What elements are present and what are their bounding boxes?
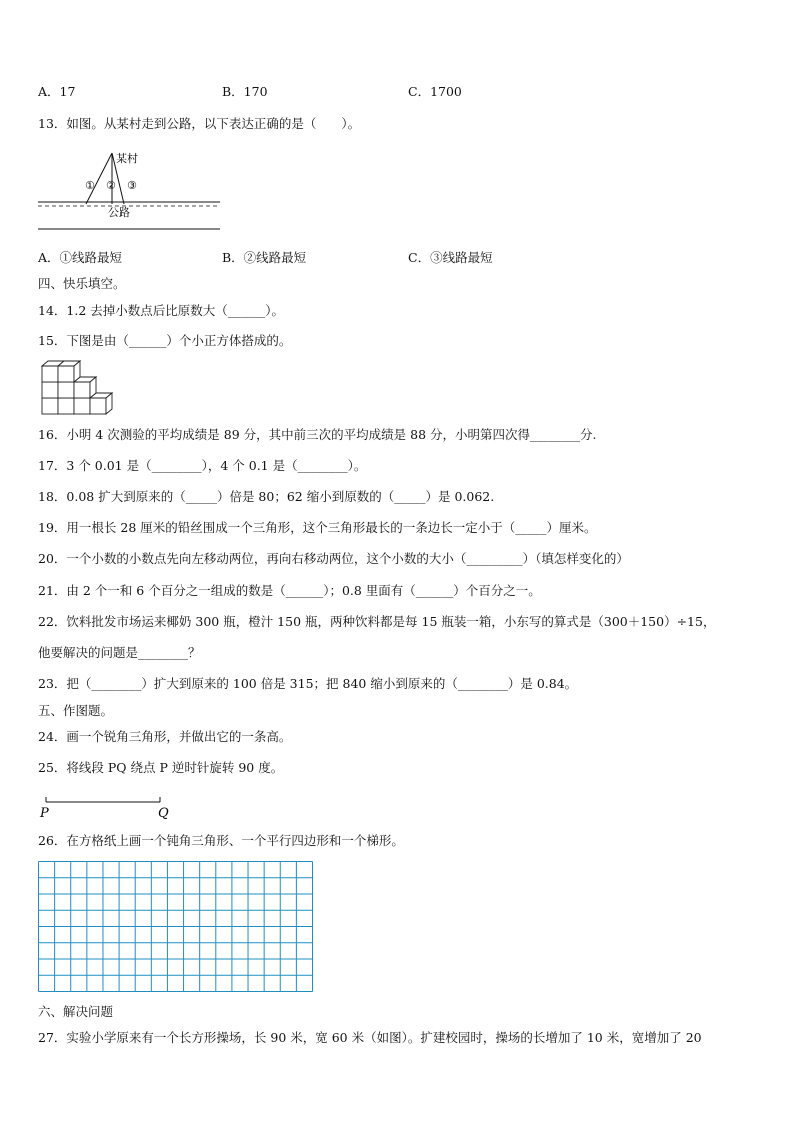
q25: 25．将线段 PQ 绕点 P 逆时针旋转 90 度。: [38, 760, 284, 775]
q18: 18．0.08 扩大到原来的（_____）倍是 80；62 缩小到原数的（_____）是 0.062.: [38, 489, 495, 504]
q22-line-1: 22．饮料批发市场运来椰奶 300 瓶，橙汁 150 瓶，两种饮料都是每 15 瓶装一箱，小东写的算式是（300＋150）÷15，: [38, 614, 716, 629]
q14: 14．1.2 去掉小数点后比原数大（______）。: [38, 303, 285, 318]
village-label: 某村: [116, 152, 138, 165]
q13-option-a: A．①线路最短: [38, 250, 123, 265]
grid-paper: [38, 861, 313, 992]
road-label: 公路: [108, 206, 130, 219]
q26: 26．在方格纸上画一个钝角三角形、一个平行四边形和一个梯形。: [38, 833, 404, 848]
segment-pq-figure: [38, 790, 178, 820]
q12-option-b: B．170: [222, 84, 268, 99]
point-q-label: Q: [158, 806, 169, 821]
q13-village-road-diagram: [38, 148, 223, 234]
path-1-mark: ①: [85, 179, 95, 192]
q16: 16．小明 4 次测验的平均成绩是 89 分，其中前三次的平均成绩是 88 分，小明第四次得________分.: [38, 427, 597, 442]
q13-stem: 13．如图。从某村走到公路，以下表达正确的是（ ）。: [38, 116, 361, 131]
q12-option-c: C．1700: [408, 84, 462, 99]
q23: 23．把（________）扩大到原来的 100 倍是 315；把 840 缩小到原来的（________）是 0.84。: [38, 676, 578, 691]
cubes-figure: [40, 360, 110, 416]
q15: 15．下图是由（______）个小正方体搭成的。: [38, 333, 292, 348]
q13-option-c: C．③线路最短: [408, 250, 493, 265]
section-6-heading: 六、解决问题: [38, 1004, 114, 1019]
q19: 19．用一根长 28 厘米的铅丝围成一个三角形，这个三角形最长的一条边长一定小于（_____）厘米。: [38, 520, 597, 535]
section-5-heading: 五、作图题。: [38, 703, 114, 718]
q20: 20．一个小数的小数点先向左移动两位，再向右移动两位，这个小数的大小（_________）（填怎样变化的）: [38, 551, 629, 566]
q27: 27．实验小学原来有一个长方形操场，长 90 米，宽 60 米（如图）。扩建校园时，操场的长增加了 10 米，宽增加了 20: [38, 1030, 702, 1045]
q24: 24．画一个锐角三角形，并做出它的一条高。: [38, 729, 292, 744]
q12-option-a: A．17: [38, 84, 76, 99]
path-3-mark: ③: [127, 179, 137, 192]
q22-line-2: 他要解决的问题是________？: [38, 645, 201, 660]
q17: 17．3 个 0.01 是（________），4 个 0.1 是（________）。: [38, 458, 367, 473]
q13-option-b: B．②线路最短: [222, 250, 307, 265]
q21: 21．由 2 个一和 6 个百分之一组成的数是（______）；0.8 里面有（______）个百分之一。: [38, 583, 541, 598]
section-4-heading: 四、快乐填空。: [38, 276, 126, 291]
point-p-label: P: [40, 806, 49, 821]
path-2-mark: ②: [106, 179, 116, 192]
